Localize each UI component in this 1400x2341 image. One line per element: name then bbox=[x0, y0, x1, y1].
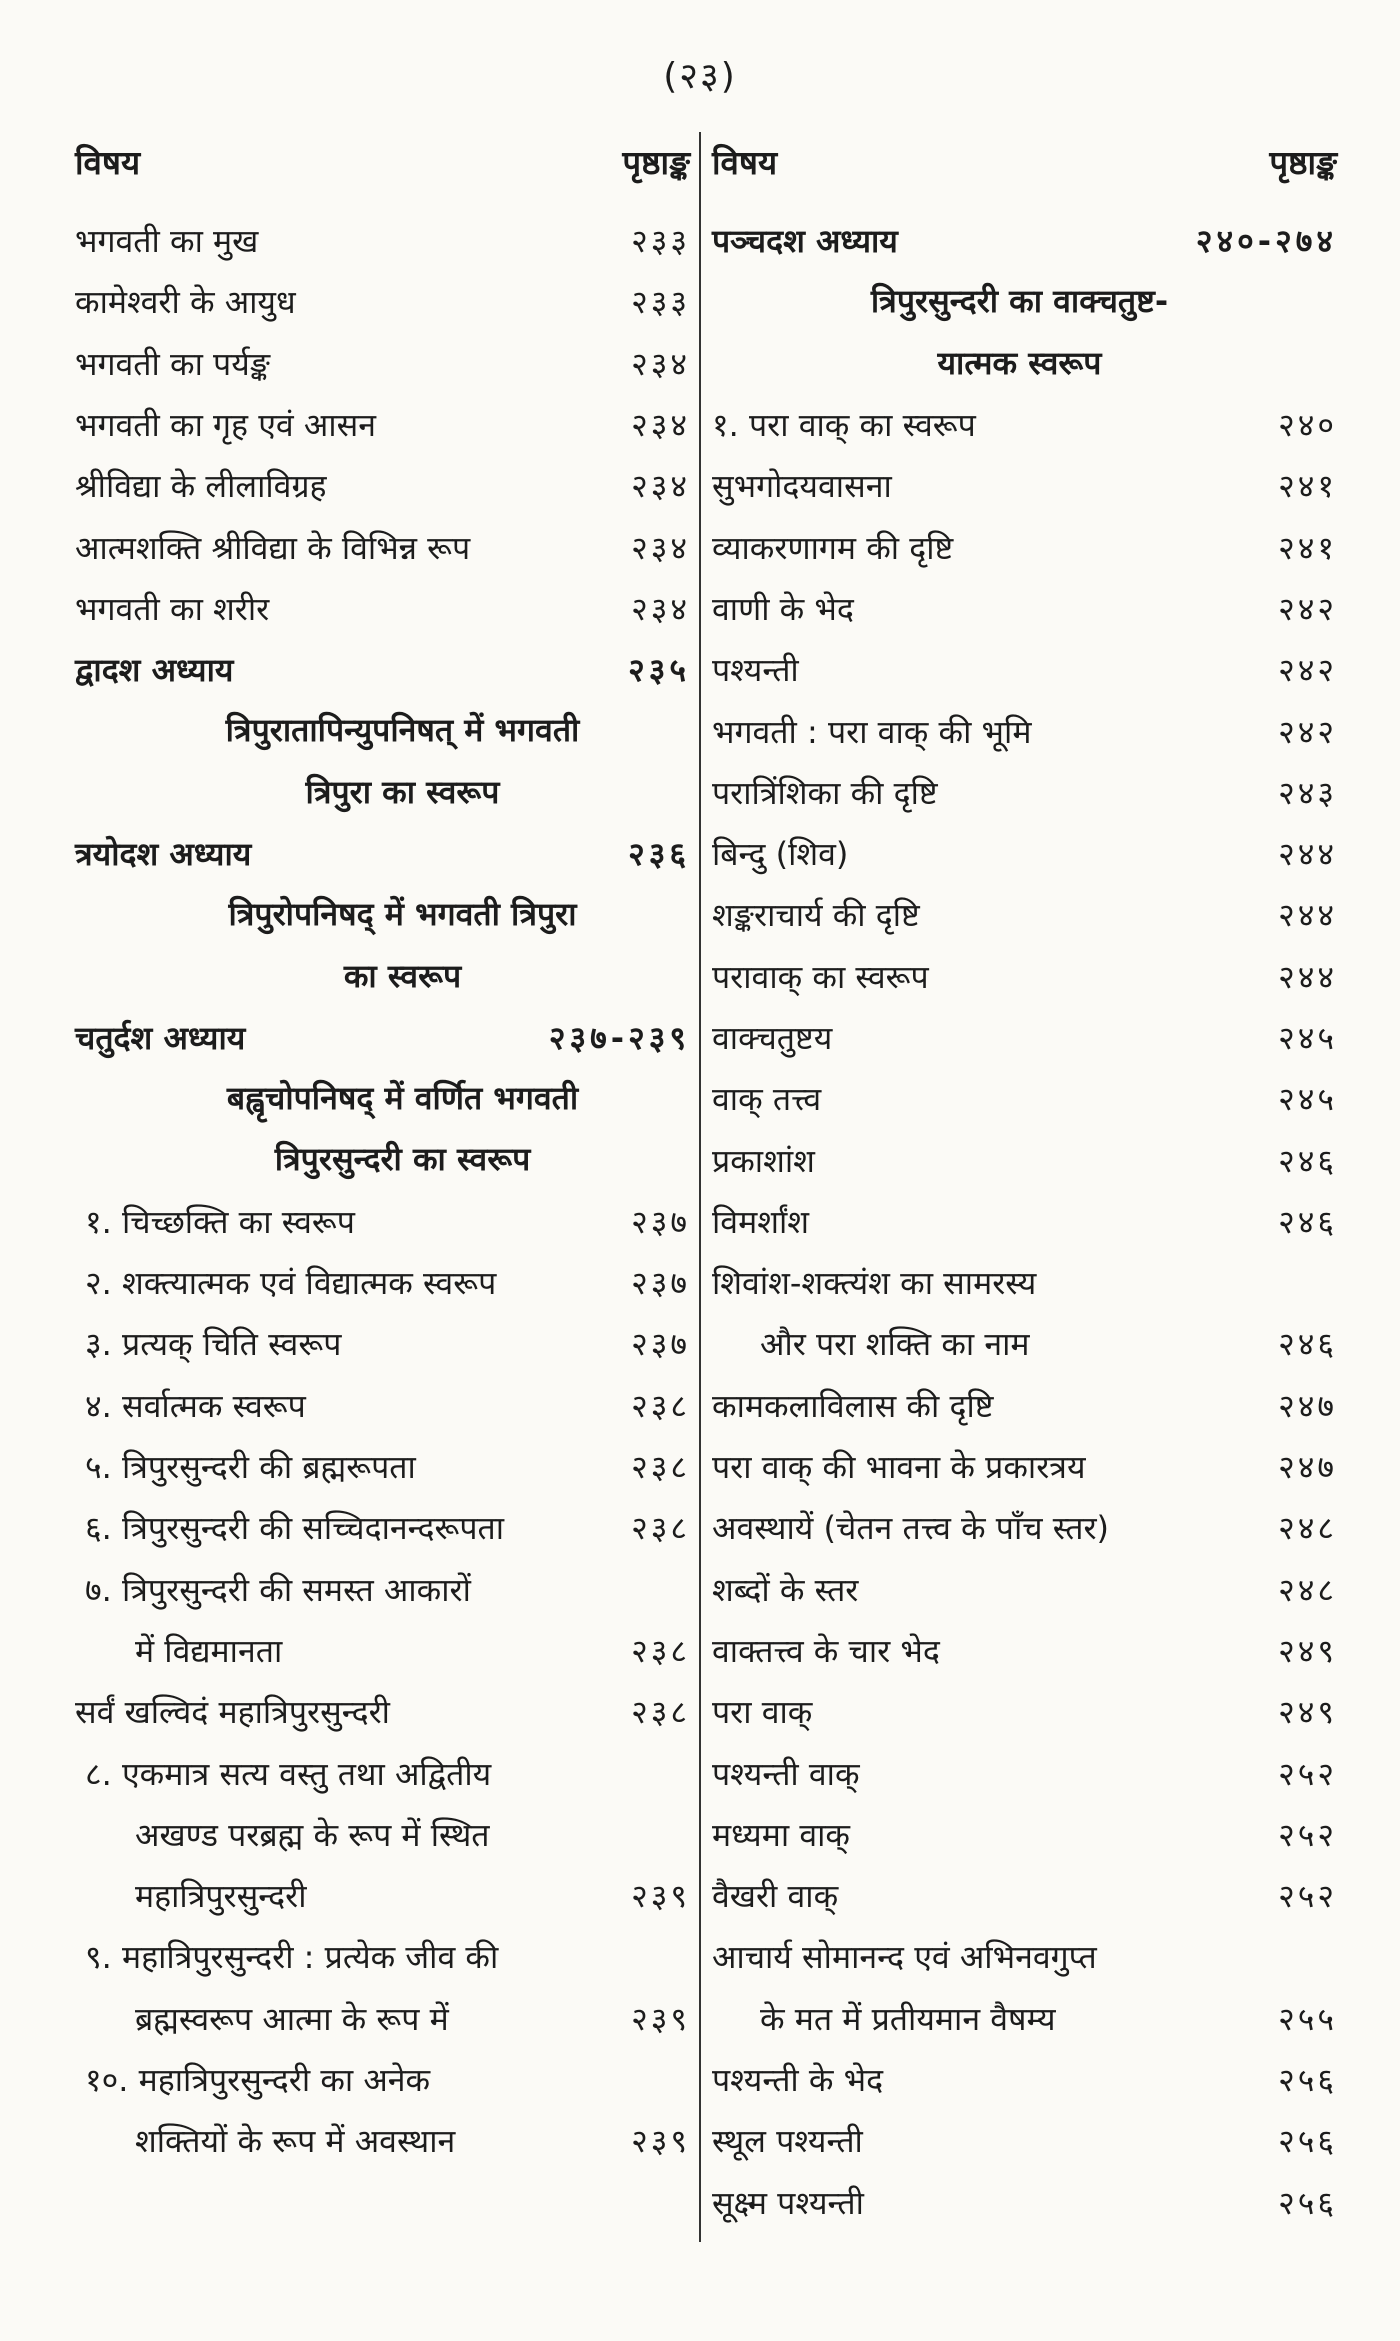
toc-entry bbox=[75, 210, 690, 271]
entry-title: वाणी के भेद bbox=[712, 589, 854, 628]
toc-entry bbox=[712, 455, 1337, 516]
entry-title: परा वाक् bbox=[712, 1693, 813, 1732]
entry-page-number: २३९ bbox=[631, 2122, 690, 2161]
entry-title: सर्वं खल्विदं महात्रिपुरसुन्दरी bbox=[75, 1693, 390, 1732]
toc-entry bbox=[712, 1068, 1337, 1129]
entry-title: ८. एकमात्र सत्य वस्तु तथा अद्वितीय bbox=[85, 1754, 492, 1793]
entry-page-number: २४३ bbox=[1278, 773, 1337, 812]
subtitle-line: त्रिपुरातापिन्युपनिषत् में भगवती bbox=[225, 711, 580, 750]
entry-title: चतुर्दश अध्याय bbox=[75, 1019, 246, 1057]
entry-title: सूक्ष्म पश्यन्ती bbox=[712, 2183, 864, 2222]
entry-page-number: २५२ bbox=[1278, 1877, 1337, 1916]
entry-page-number: २३८ bbox=[631, 1386, 690, 1425]
entry-page-number: २३३ bbox=[631, 222, 690, 261]
toc-entry bbox=[75, 1804, 690, 1865]
right-entries bbox=[712, 210, 1337, 2233]
entry-page-number: २५५ bbox=[1278, 1999, 1337, 2038]
chapter-subtitle bbox=[75, 884, 690, 1007]
entry-page-number: २३४ bbox=[631, 467, 690, 506]
entry-page-number: २३६ bbox=[628, 835, 690, 874]
entry-page-number: २५६ bbox=[1278, 2183, 1337, 2222]
entry-title: ६. त्रिपुरसुन्दरी की सच्चिदानन्दरूपता bbox=[85, 1509, 505, 1548]
entry-title: ४. सर्वात्मक स्वरूप bbox=[85, 1386, 306, 1425]
toc-entry bbox=[75, 1313, 690, 1374]
toc-entry bbox=[712, 1804, 1337, 1865]
entry-title: आचार्य सोमानन्द एवं अभिनवगुप्त bbox=[712, 1938, 1097, 1977]
toc-entry bbox=[75, 333, 690, 394]
toc-entry bbox=[75, 1681, 690, 1742]
toc-entry bbox=[75, 1436, 690, 1497]
toc-entry bbox=[712, 1559, 1337, 1620]
entry-page-number: २३७ bbox=[631, 1325, 690, 1364]
toc-entry bbox=[712, 762, 1337, 823]
toc-entry bbox=[712, 639, 1337, 700]
entry-page-number: २५६ bbox=[1278, 2122, 1337, 2161]
entry-title: के मत में प्रतीयमान वैषम्य bbox=[760, 1999, 1056, 2038]
subtitle-line: यात्मक स्वरूप bbox=[937, 343, 1102, 382]
toc-entry bbox=[75, 578, 690, 639]
entry-page-number: २४८ bbox=[1278, 1509, 1337, 1548]
subject-heading: विषय bbox=[712, 142, 778, 182]
toc-entry bbox=[75, 1865, 690, 1926]
toc-entry bbox=[75, 1375, 690, 1436]
entry-title: वाक्तत्त्व के चार भेद bbox=[712, 1631, 940, 1670]
entry-page-number: २३७ bbox=[631, 1264, 690, 1303]
column-divider bbox=[699, 132, 701, 2242]
toc-entry bbox=[712, 2110, 1337, 2171]
subtitle-line: त्रिपुरसुन्दरी का स्वरूप bbox=[274, 1140, 531, 1179]
toc-entry bbox=[75, 1252, 690, 1313]
entry-page-number: २५२ bbox=[1278, 1754, 1337, 1793]
subtitle-line: त्रिपुरसुन्दरी का वाक्चतुष्ट- bbox=[870, 282, 1169, 321]
entry-page-number: २४७ bbox=[1278, 1448, 1337, 1487]
entry-page-number: २४६ bbox=[1278, 1202, 1337, 1241]
entry-title: मध्यमा वाक् bbox=[712, 1815, 850, 1854]
entry-page-number: २४७ bbox=[1278, 1386, 1337, 1425]
entry-page-number: २४९ bbox=[1278, 1631, 1337, 1670]
entry-title: विमर्शांश bbox=[712, 1202, 810, 1241]
toc-entry bbox=[712, 1129, 1337, 1190]
toc-entry bbox=[75, 1191, 690, 1252]
toc-entry bbox=[712, 1313, 1337, 1374]
toc-entry bbox=[712, 1007, 1337, 1068]
toc-entry bbox=[712, 394, 1337, 455]
entry-title: बिन्दु (शिव) bbox=[712, 835, 849, 874]
entry-page-number: २४४ bbox=[1278, 957, 1337, 996]
entry-title: आत्मशक्ति श्रीविद्या के विभिन्न रूप bbox=[75, 528, 471, 567]
toc-entry bbox=[75, 455, 690, 516]
toc-entry bbox=[712, 1252, 1337, 1313]
entry-title: २. शक्त्यात्मक एवं विद्यात्मक स्वरूप bbox=[85, 1264, 497, 1303]
entry-title: वाक्चतुष्टय bbox=[712, 1019, 833, 1057]
entry-title: ७. त्रिपुरसुन्दरी की समस्त आकारों bbox=[85, 1570, 471, 1609]
toc-entry bbox=[75, 1620, 690, 1681]
left-column-header bbox=[75, 130, 690, 192]
entry-title: और परा शक्ति का नाम bbox=[760, 1325, 1030, 1364]
entry-page-number: २३३ bbox=[631, 283, 690, 322]
entry-title: पञ्चदश अध्याय bbox=[712, 222, 898, 261]
entry-page-number: २४५ bbox=[1278, 1019, 1337, 1057]
entry-title: पश्यन्ती के भेद bbox=[712, 2061, 884, 2100]
entry-title: भगवती का मुख bbox=[75, 222, 259, 261]
entry-page-number: २३८ bbox=[631, 1448, 690, 1487]
entry-page-number: २४०-२७४ bbox=[1195, 222, 1337, 261]
entry-page-number: २३४ bbox=[631, 406, 690, 445]
entry-title: वाक् तत्त्व bbox=[712, 1080, 822, 1119]
entry-title: शङ्कराचार्य की दृष्टि bbox=[712, 896, 920, 935]
subject-heading: विषय bbox=[75, 142, 141, 182]
chapter-subtitle bbox=[712, 271, 1337, 394]
toc-entry bbox=[75, 271, 690, 332]
page-number: (२३) bbox=[663, 56, 737, 97]
subtitle-line: त्रिपुरोपनिषद् में भगवती त्रिपुरा bbox=[228, 895, 577, 934]
toc-entry bbox=[712, 1926, 1337, 1987]
toc-entry bbox=[712, 1620, 1337, 1681]
entry-title: व्याकरणागम की दृष्टि bbox=[712, 528, 954, 567]
chapter-heading bbox=[75, 823, 690, 884]
entry-page-number: २४१ bbox=[1278, 528, 1337, 567]
chapter-subtitle bbox=[75, 700, 690, 823]
entry-page-number: २४१ bbox=[1278, 467, 1337, 506]
subtitle-line: बह्वृचोपनिषद् में वर्णित भगवती bbox=[226, 1079, 579, 1118]
toc-entry bbox=[75, 2049, 690, 2110]
right-column-header bbox=[712, 130, 1337, 192]
entry-title: परा वाक् की भावना के प्रकारत्रय bbox=[712, 1448, 1086, 1487]
toc-entry bbox=[712, 1375, 1337, 1436]
toc-entry bbox=[712, 1742, 1337, 1803]
toc-entry bbox=[75, 1926, 690, 1987]
left-column bbox=[75, 130, 690, 2172]
entry-title: भगवती का शरीर bbox=[75, 589, 270, 628]
toc-entry bbox=[712, 700, 1337, 761]
toc-entry bbox=[75, 1742, 690, 1803]
entry-page-number: २३८ bbox=[631, 1509, 690, 1548]
entry-title: परात्रिंशिका की दृष्टि bbox=[712, 773, 938, 812]
entry-title: ब्रह्मस्वरूप आत्मा के रूप में bbox=[135, 1999, 449, 2038]
entry-page-number: २४४ bbox=[1278, 896, 1337, 935]
entry-title: पश्यन्ती वाक् bbox=[712, 1754, 860, 1793]
entry-page-number: २४२ bbox=[1278, 712, 1337, 751]
chapter-heading bbox=[75, 639, 690, 700]
toc-entry bbox=[75, 394, 690, 455]
entry-page-number: २४२ bbox=[1278, 651, 1337, 690]
chapter-heading bbox=[75, 1007, 690, 1068]
chapter-subtitle bbox=[75, 1068, 690, 1191]
entry-page-number: २३९ bbox=[631, 1877, 690, 1916]
entry-title: अवस्थायें (चेतन तत्त्व के पाँच स्तर) bbox=[712, 1509, 1110, 1548]
entry-title: परावाक् का स्वरूप bbox=[712, 957, 929, 996]
toc-entry bbox=[712, 823, 1337, 884]
entry-title: में विद्यमानता bbox=[135, 1631, 283, 1670]
page-heading: पृष्ठाङ्क bbox=[1269, 142, 1337, 182]
entry-page-number: २३४ bbox=[631, 528, 690, 567]
page-heading: पृष्ठाङ्क bbox=[622, 142, 690, 182]
entry-title: वैखरी वाक् bbox=[712, 1877, 839, 1916]
entry-page-number: २४४ bbox=[1278, 835, 1337, 874]
entry-title: ५. त्रिपुरसुन्दरी की ब्रह्मरूपता bbox=[85, 1448, 416, 1487]
entry-title: १. परा वाक् का स्वरूप bbox=[712, 406, 976, 445]
left-entries bbox=[75, 210, 690, 2172]
subtitle-line: त्रिपुरा का स्वरूप bbox=[305, 772, 500, 811]
toc-entry bbox=[712, 1865, 1337, 1926]
right-column bbox=[712, 130, 1337, 2233]
entry-title: १०. महात्रिपुरसुन्दरी का अनेक bbox=[85, 2061, 431, 2100]
entry-page-number: २३५ bbox=[628, 651, 690, 690]
entry-title: त्रयोदश अध्याय bbox=[75, 835, 252, 874]
entry-page-number: २३७-२३९ bbox=[548, 1019, 690, 1057]
toc-entry bbox=[75, 1559, 690, 1620]
toc-entry bbox=[712, 2049, 1337, 2110]
entry-title: पश्यन्ती bbox=[712, 651, 799, 690]
toc-entry bbox=[75, 516, 690, 577]
entry-title: श्रीविद्या के लीलाविग्रह bbox=[75, 467, 327, 506]
entry-page-number: २४९ bbox=[1278, 1693, 1337, 1732]
entry-title: सुभगोदयवासना bbox=[712, 467, 892, 506]
entry-title: शब्दों के स्तर bbox=[712, 1570, 859, 1609]
entry-page-number: २३४ bbox=[631, 344, 690, 383]
entry-title: द्वादश अध्याय bbox=[75, 651, 234, 690]
toc-entry bbox=[712, 1681, 1337, 1742]
entry-title: भगवती : परा वाक् की भूमि bbox=[712, 712, 1032, 751]
entry-title: शिवांश-शक्त्यंश का सामरस्य bbox=[712, 1264, 1037, 1303]
entry-page-number: २४० bbox=[1278, 406, 1337, 445]
entry-title: भगवती का पर्यङ्क bbox=[75, 344, 271, 383]
entry-title: ३. प्रत्यक् चिति स्वरूप bbox=[85, 1325, 342, 1364]
chapter-heading bbox=[712, 210, 1337, 271]
toc-entry bbox=[712, 1436, 1337, 1497]
entry-title: ९. महात्रिपुरसुन्दरी : प्रत्येक जीव की bbox=[85, 1938, 499, 1977]
entry-title: महात्रिपुरसुन्दरी bbox=[135, 1877, 307, 1916]
entry-title: स्थूल पश्यन्ती bbox=[712, 2122, 863, 2161]
toc-entry bbox=[712, 1497, 1337, 1558]
toc-entry bbox=[712, 1988, 1337, 2049]
entry-title: अखण्ड परब्रह्म के रूप में स्थित bbox=[135, 1815, 490, 1854]
toc-entry bbox=[712, 946, 1337, 1007]
toc-entry bbox=[712, 516, 1337, 577]
toc-entry bbox=[75, 1497, 690, 1558]
toc-entry bbox=[712, 578, 1337, 639]
entry-page-number: २४२ bbox=[1278, 589, 1337, 628]
entry-page-number: २३७ bbox=[631, 1202, 690, 1241]
entry-title: प्रकाशांश bbox=[712, 1141, 815, 1180]
entry-title: कामेश्वरी के आयुध bbox=[75, 283, 296, 322]
entry-page-number: २३८ bbox=[631, 1693, 690, 1732]
entry-page-number: २४८ bbox=[1278, 1570, 1337, 1609]
entry-page-number: २४६ bbox=[1278, 1325, 1337, 1364]
toc-entry bbox=[712, 884, 1337, 945]
entry-title: कामकलाविलास की दृष्टि bbox=[712, 1386, 994, 1425]
entry-page-number: २३४ bbox=[631, 589, 690, 628]
entry-page-number: २३९ bbox=[631, 1999, 690, 2038]
entry-title: भगवती का गृह एवं आसन bbox=[75, 406, 376, 445]
toc-entry bbox=[75, 1988, 690, 2049]
entry-page-number: २५६ bbox=[1278, 2061, 1337, 2100]
subtitle-line: का स्वरूप bbox=[343, 956, 462, 995]
toc-entry bbox=[712, 1191, 1337, 1252]
entry-page-number: २४६ bbox=[1278, 1141, 1337, 1180]
toc-entry bbox=[712, 2172, 1337, 2233]
entry-page-number: २४५ bbox=[1278, 1080, 1337, 1119]
entry-page-number: २५२ bbox=[1278, 1815, 1337, 1854]
toc-entry bbox=[75, 2110, 690, 2171]
entry-title: १. चिच्छक्ति का स्वरूप bbox=[85, 1202, 355, 1241]
entry-page-number: २३८ bbox=[631, 1631, 690, 1670]
entry-title: शक्तियों के रूप में अवस्थान bbox=[135, 2122, 456, 2161]
